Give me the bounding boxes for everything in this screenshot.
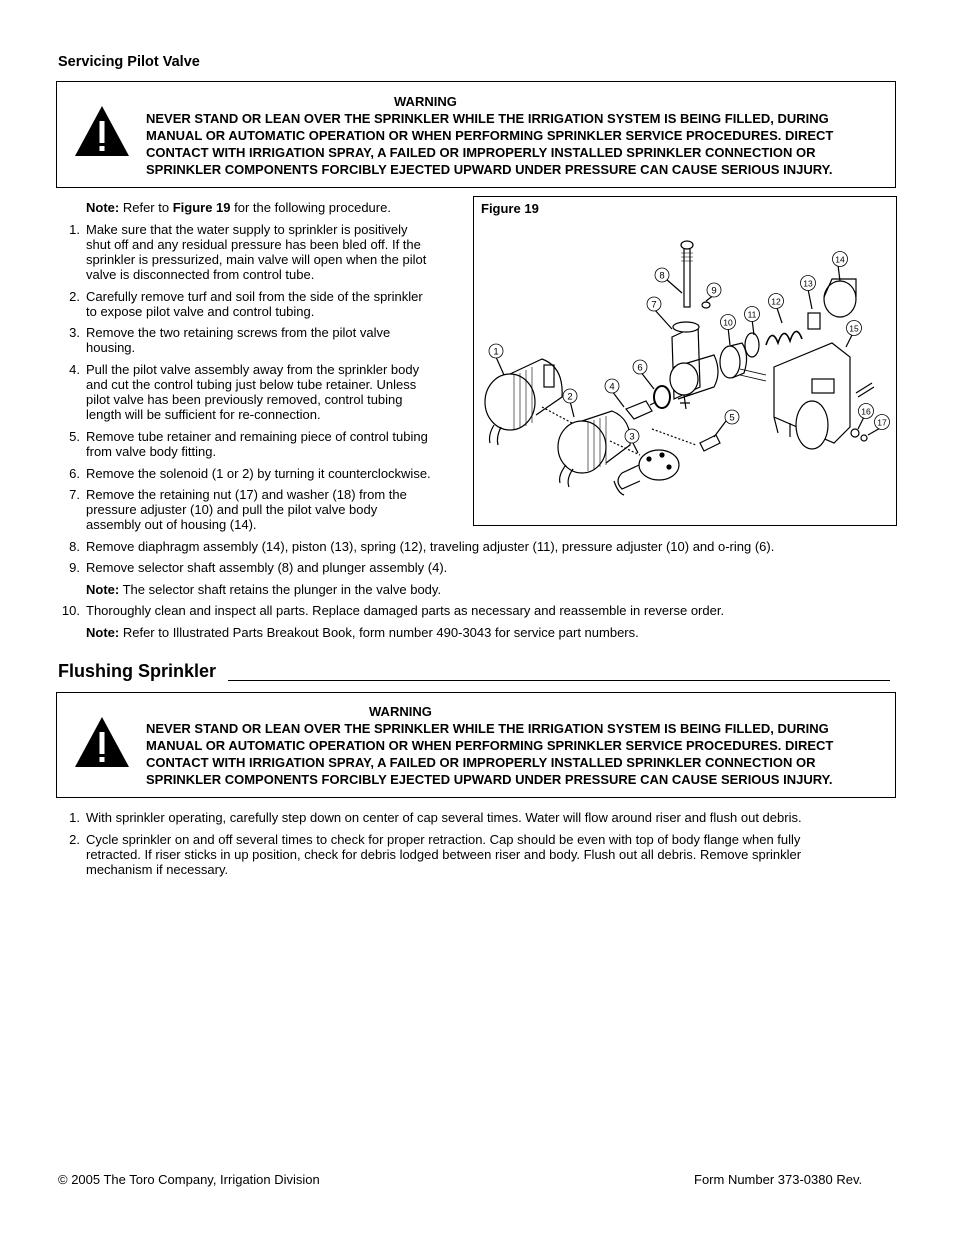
note-text: for the following procedure. xyxy=(234,200,391,215)
figure-19 xyxy=(473,196,897,526)
callout-9 xyxy=(707,283,721,297)
svg-text:13: 13 xyxy=(803,278,813,289)
selector-shaft-drawing xyxy=(681,241,693,307)
callout-17 xyxy=(875,415,890,430)
note-label: Note: xyxy=(86,582,120,597)
svg-text:10: 10 xyxy=(723,317,733,328)
callout-15 xyxy=(847,321,862,336)
note-label: Note: xyxy=(86,625,120,640)
section-heading-flushing: Flushing Sprinkler xyxy=(58,661,217,681)
warning-line: NEVER STAND OR LEAN OVER THE SPRINKLER WHILE THE IRRIGATION SYSTEM IS BEING FILLED, DURING xyxy=(146,721,829,736)
svg-text:1: 1 xyxy=(493,346,499,358)
warning-box xyxy=(56,692,896,798)
note-text: Refer to xyxy=(122,200,170,215)
svg-text:6: 6 xyxy=(637,362,643,374)
warning-line: CONTACT WITH IRRIGATION SPRAY, A FAILED OR IMPROPERLY INSTALLED SPRINKLER CONNECTION OR xyxy=(146,755,816,770)
warning-line: MANUAL OR AUTOMATIC OPERATION OR WHEN PERFORMING SPRINKLER SERVICE PROCEDURES. DIRECT xyxy=(146,738,834,753)
part-3-drawing xyxy=(614,450,679,495)
callout-7 xyxy=(647,297,661,311)
warning-title: WARNING xyxy=(394,94,457,109)
figure-reference: Figure 19 xyxy=(172,200,231,215)
note-parts: Note: Refer to Illustrated Parts Breakout Book, form number 490-3043 for service part numbers. xyxy=(86,625,639,640)
figure-label: Figure 19 xyxy=(481,201,539,216)
warning-line: CONTACT WITH IRRIGATION SPRAY, A FAILED OR IMPROPERLY INSTALLED SPRINKLER CONNECTION OR xyxy=(146,145,816,160)
note-intro xyxy=(86,200,391,215)
callout-4 xyxy=(605,379,619,393)
callout-13 xyxy=(801,276,816,291)
callout-16 xyxy=(859,404,874,419)
svg-text:12: 12 xyxy=(771,296,781,307)
housing-drawing xyxy=(774,343,850,449)
plunger-drawing xyxy=(626,401,656,419)
footer-form-number: Form Number 373-0380 Rev. xyxy=(694,1172,863,1187)
warning-line: SPRINKLER COMPONENTS FORCIBLY EJECTED UPWARD UNDER PRESSURE CAN CAUSE SERIOUS INJURY. xyxy=(146,772,833,787)
svg-text:17: 17 xyxy=(877,417,887,428)
warning-title: WARNING xyxy=(369,704,432,719)
footer-copyright: © 2005 The Toro Company, Irrigation Division xyxy=(58,1172,320,1187)
callout-1 xyxy=(489,344,503,358)
svg-text:7: 7 xyxy=(651,299,657,311)
warning-box xyxy=(56,81,896,188)
svg-text:2: 2 xyxy=(567,391,573,403)
warning-line: SPRINKLER COMPONENTS FORCIBLY EJECTED UPWARD UNDER PRESSURE CAN CAUSE SERIOUS INJURY. xyxy=(146,162,833,177)
svg-text:16: 16 xyxy=(861,406,871,417)
callout-8 xyxy=(655,268,669,282)
callout-5 xyxy=(725,410,739,424)
callout-3 xyxy=(625,429,639,443)
callout-2 xyxy=(563,389,577,403)
warning-line: NEVER STAND OR LEAN OVER THE SPRINKLER WHILE THE IRRIGATION SYSTEM IS BEING FILLED, DURING xyxy=(146,111,829,126)
note-label: Note: xyxy=(86,200,120,215)
warning-line: MANUAL OR AUTOMATIC OPERATION OR WHEN PERFORMING SPRINKLER SERVICE PROCEDURES. DIRECT xyxy=(146,128,834,143)
svg-text:11: 11 xyxy=(747,309,757,320)
warning-triangle-icon xyxy=(73,715,131,769)
solenoid-1-drawing xyxy=(485,359,562,445)
callout-10 xyxy=(721,315,736,330)
heading-rule xyxy=(228,680,890,681)
exploded-parts-diagram xyxy=(474,197,896,525)
svg-text:3: 3 xyxy=(629,431,635,443)
svg-text:8: 8 xyxy=(659,270,665,282)
svg-text:15: 15 xyxy=(849,323,859,334)
svg-text:14: 14 xyxy=(835,254,845,265)
warning-triangle-icon xyxy=(73,104,131,158)
callout-12 xyxy=(769,294,784,309)
svg-text:4: 4 xyxy=(609,381,615,393)
callout-14 xyxy=(833,252,848,267)
valve-body-drawing xyxy=(670,322,718,409)
callout-11 xyxy=(745,307,760,322)
svg-text:5: 5 xyxy=(729,412,735,424)
note-selector: Note: The selector shaft retains the plunger in the valve body. xyxy=(86,582,442,597)
svg-text:9: 9 xyxy=(711,285,717,297)
callout-6 xyxy=(633,360,647,374)
section-heading-servicing: Servicing Pilot Valve xyxy=(58,54,200,70)
